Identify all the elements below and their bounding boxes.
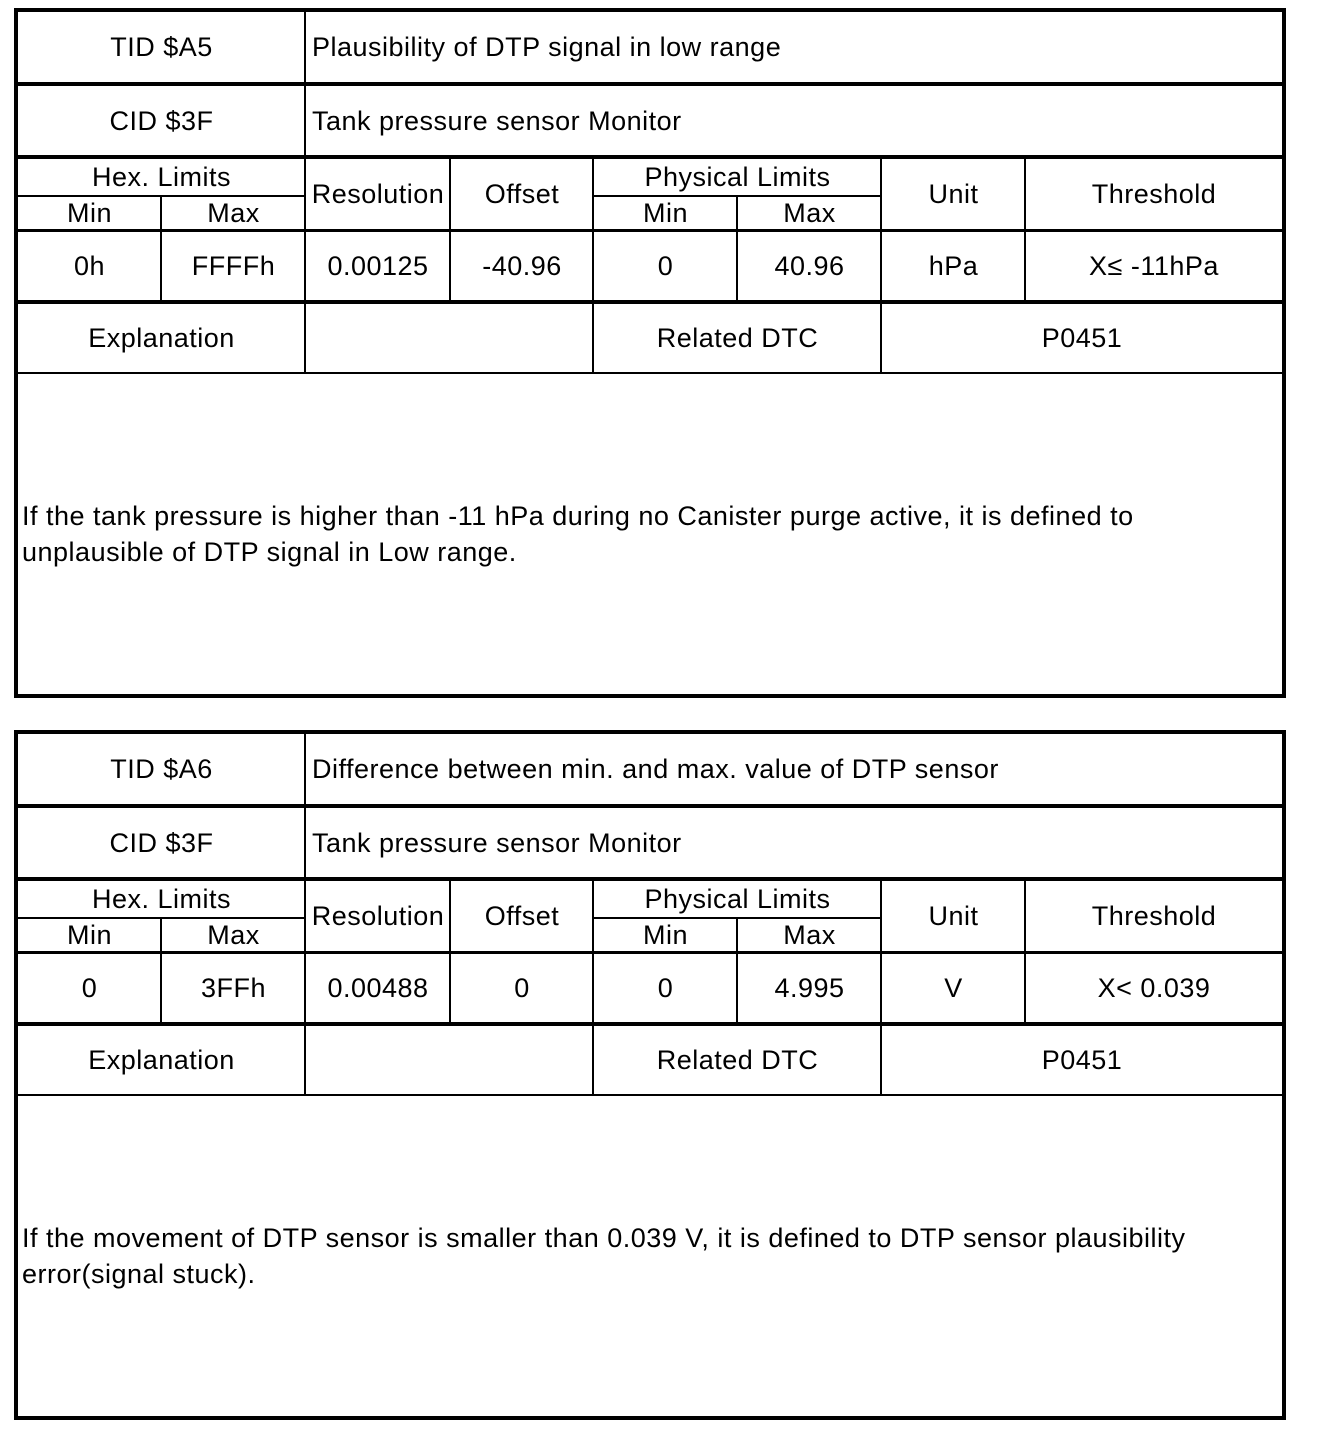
unit-header: Unit (928, 900, 979, 931)
explanation-text: If the movement of DTP sensor is smaller than 0.039 V, it is defined to DTP sensor plausibility error(signal stuck). (22, 1223, 1186, 1289)
unit-value: V (944, 972, 963, 1003)
phys-min-header: Min (642, 197, 688, 228)
hex-min-value: 0 (81, 972, 98, 1003)
unit-header: Unit (928, 178, 979, 209)
related-dtc-label: Related DTC (656, 322, 819, 353)
tid-description: Difference between min. and max. value of DTP sensor (312, 754, 999, 784)
physical-limits-header: Physical Limits (644, 161, 831, 192)
offset-value: -40.96 (482, 250, 562, 281)
cid-label: CID $3F (109, 105, 214, 136)
physical-limits-header: Physical Limits (644, 883, 831, 914)
threshold-header: Threshold (1091, 178, 1217, 209)
hex-max-value: FFFFh (191, 250, 276, 281)
tid-label: TID $A5 (110, 32, 213, 62)
explanation-label: Explanation (88, 1044, 235, 1075)
phys-max-value: 40.96 (774, 250, 845, 281)
unit-value: hPa (928, 250, 979, 281)
explanation-label: Explanation (88, 322, 235, 353)
explanation-text: If the tank pressure is higher than -11 hPa during no Canister purge active, it is defined to unplausible of DTP signal in Low range. (22, 501, 1134, 567)
phys-min-value: 0 (657, 972, 674, 1003)
resolution-value: 0.00488 (327, 972, 429, 1003)
hex-max-header: Max (207, 919, 260, 950)
related-dtc-value: P0451 (1041, 322, 1123, 353)
tid-label: TID $A6 (110, 754, 213, 784)
hex-max-value: 3FFh (200, 972, 267, 1003)
hex-min-header: Min (66, 197, 112, 228)
related-dtc-value: P0451 (1041, 1044, 1123, 1075)
cid-description: Tank pressure sensor Monitor (312, 827, 682, 858)
phys-max-header: Max (783, 919, 836, 950)
explanation-blank-cell (306, 304, 593, 372)
threshold-header: Threshold (1091, 900, 1217, 931)
phys-max-value: 4.995 (774, 972, 845, 1003)
threshold-value: X< 0.039 (1097, 972, 1211, 1003)
phys-min-header: Min (642, 919, 688, 950)
related-dtc-label: Related DTC (656, 1044, 819, 1075)
threshold-value: X≤ -11hPa (1089, 250, 1219, 281)
test-block-tid-a5 (14, 8, 1286, 698)
offset-header: Offset (484, 178, 560, 209)
resolution-header: Resolution (311, 178, 445, 209)
phys-min-value: 0 (657, 250, 674, 281)
hex-min-value: 0h (73, 250, 106, 281)
resolution-header: Resolution (311, 900, 445, 931)
resolution-value: 0.00125 (327, 250, 429, 281)
hex-min-header: Min (66, 919, 112, 950)
cid-label: CID $3F (109, 827, 214, 858)
offset-header: Offset (484, 900, 560, 931)
hex-max-header: Max (207, 197, 260, 228)
offset-value: 0 (514, 972, 530, 1003)
tid-description: Plausibility of DTP signal in low range (312, 32, 782, 62)
explanation-blank-cell (306, 1026, 593, 1094)
phys-max-header: Max (783, 197, 836, 228)
hex-limits-header: Hex. Limits (91, 883, 232, 914)
hex-limits-header: Hex. Limits (91, 161, 232, 192)
test-block-tid-a6 (14, 730, 1286, 1420)
cid-description: Tank pressure sensor Monitor (312, 105, 682, 136)
